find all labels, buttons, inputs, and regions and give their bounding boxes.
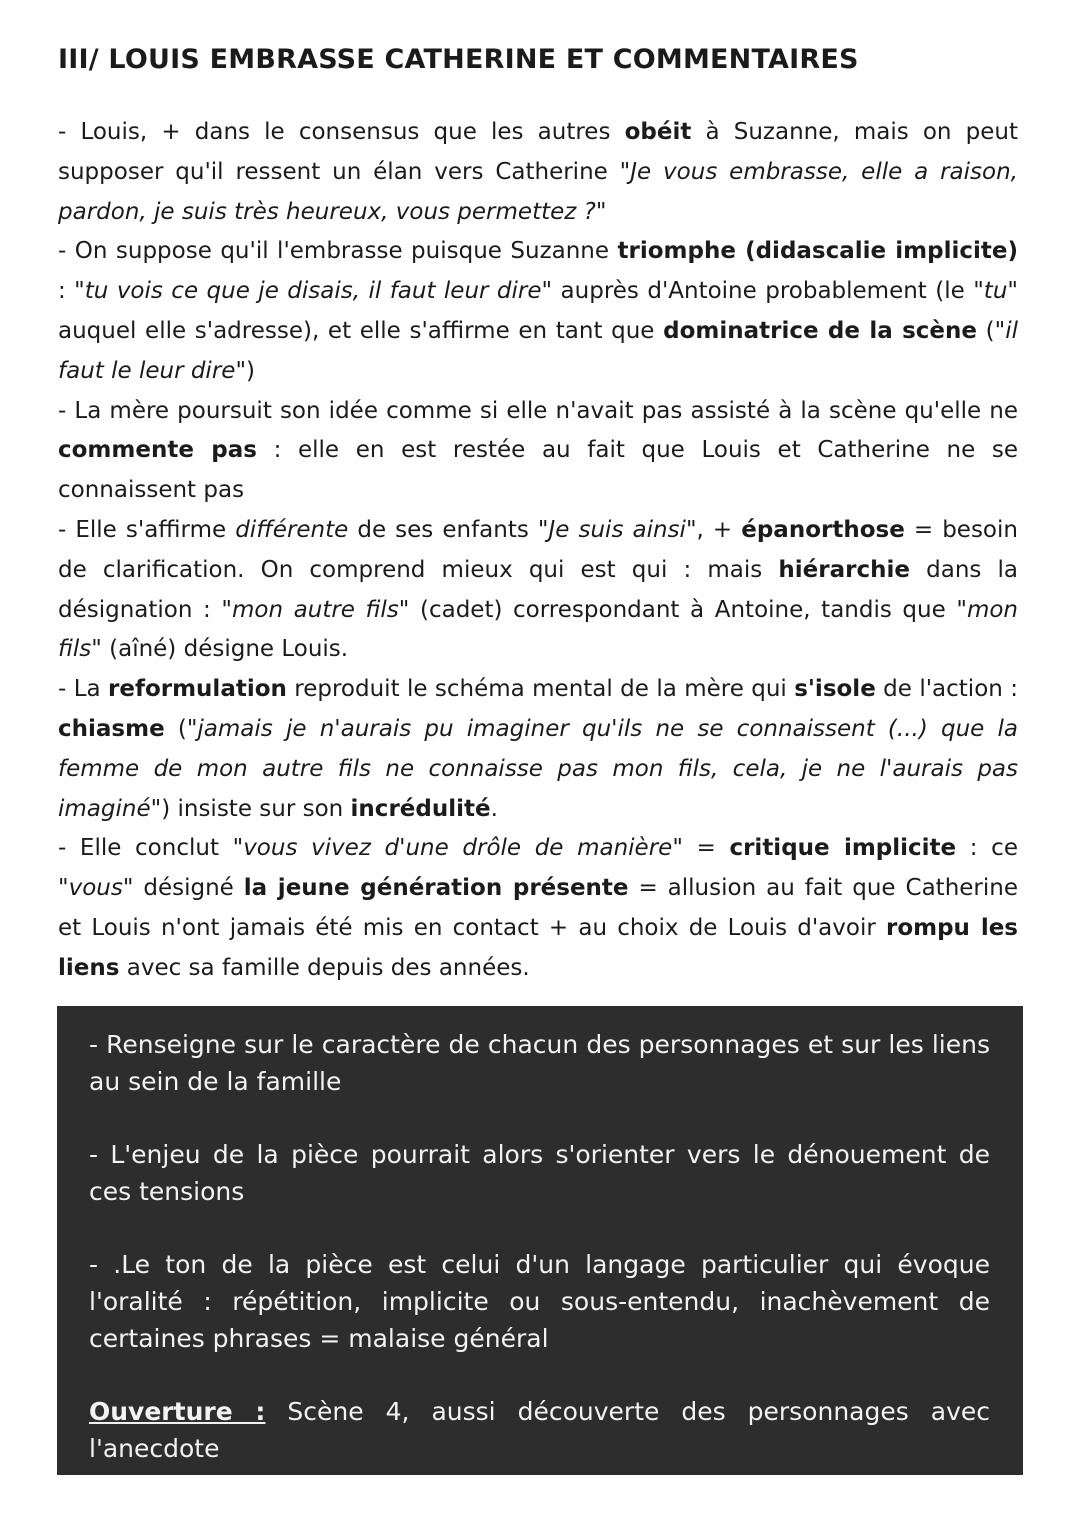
text-run: incrédulité [350, 795, 491, 822]
text-run: vous vivez d'une drôle de manière [243, 835, 673, 862]
text-run: - Elle conclut " [58, 835, 244, 862]
ouverture-label: Ouverture : [89, 1397, 266, 1426]
text-run: commente pas [58, 437, 257, 464]
summary-box [57, 1006, 1023, 1475]
text-run: triomphe (didascalie implicite) [617, 238, 1018, 265]
text-run: rompu les liens [58, 914, 1018, 981]
text-run: épanorthose [741, 516, 905, 543]
text-run: reformulation [108, 676, 287, 703]
text-run: " (aîné) désigne Louis. [91, 636, 349, 663]
commentary-body [58, 113, 1018, 989]
text-run: Je suis ainsi [548, 516, 686, 543]
text-run: ") [235, 357, 255, 384]
text-run: - La mère poursuit son idée comme si elle n'avait pas assisté à la scène qu'elle ne [58, 397, 1018, 424]
ouverture-text: Scène 4, aussi découverte des personnages avec l'anecdote [89, 1397, 990, 1463]
text-run: tu vois ce que je disais, il faut leur dire [84, 278, 542, 305]
paragraph-4 [58, 511, 1018, 670]
text-run: de l'action : [875, 676, 1018, 703]
text-run: - Louis, + dans le consensus que les autres [58, 119, 625, 145]
text-run: - Elle s'affirme [58, 516, 236, 543]
text-run: jamais je n'aurais pu imaginer qu'ils ne se connaissent (...) que la femme de mon autre fils ne connaisse pas mon fils, cela, je ne l'aurais pas imaginé [58, 715, 1018, 822]
text-run: s'isole [794, 676, 876, 703]
paragraph-2 [58, 232, 1018, 391]
text-run: = besoin de clarification. On comprend mieux qui est qui : mais [58, 516, 1018, 583]
text-run: (" [977, 317, 1006, 344]
text-run: ", + [685, 516, 742, 543]
text-run: : ce " [58, 835, 1018, 902]
text-run: vous [68, 875, 123, 902]
text-run: mon autre fils [232, 596, 399, 623]
text-run: critique implicite [729, 835, 957, 862]
text-run: Je vous embrasse, elle a raison, pardon, je suis très heureux, vous permettez ? [58, 158, 1018, 225]
text-run: - La [58, 676, 108, 703]
text-run: " auprès d'Antoine probablement (le " [541, 278, 984, 305]
paragraph-6 [58, 829, 1018, 988]
summary-item-2: - L'enjeu de la pièce pourrait alors s'orienter vers le dénouement de ces tensions [89, 1140, 990, 1206]
text-run: : elle en est restée au fait que Louis et Catherine ne se connaissent pas [58, 437, 1018, 504]
text-run: avec sa famille depuis des années. [119, 954, 530, 981]
text-run: reproduit le schéma mental de la mère qui [286, 676, 795, 703]
text-run: obéit [624, 119, 692, 145]
summary-item-3: - .Le ton de la pièce est celui d'un langage particulier qui évoque l'oralité : répétition, implicite ou sous-entendu, inachèvement de certaines phrases = malaise général [89, 1250, 990, 1353]
text-run: " = [672, 835, 730, 862]
text-run: de ses enfants " [348, 516, 549, 543]
text-run: dominatrice de la scène [663, 317, 977, 344]
text-run: il faut le leur dire [58, 317, 1018, 384]
text-run: . [490, 795, 498, 822]
text-run: - On suppose qu'il l'embrasse puisque Suzanne [58, 238, 618, 265]
text-run: ") insiste sur son [150, 795, 351, 822]
paragraph-3 [58, 392, 1018, 511]
text-run: la jeune génération présente [243, 875, 629, 902]
paragraph-1 [58, 113, 1018, 232]
text-run: mon fils [58, 596, 1019, 663]
summary-item-1: - Renseigne sur le caractère de chacun des personnages et sur les liens au sein de la famille [89, 1030, 990, 1096]
text-run: à Suzanne, mais on peut supposer qu'il ressent un élan vers Catherine " [58, 119, 1018, 185]
text-run: " (cadet) correspondant à Antoine, tandis que " [398, 596, 967, 623]
section-title: III/ LOUIS EMBRASSE CATHERINE ET COMMENTAIRES [58, 44, 859, 75]
text-run: " désigné [122, 875, 244, 902]
text-run: dans la désignation : " [58, 556, 1018, 623]
text-run: " [595, 198, 607, 225]
text-run: tu [983, 278, 1008, 305]
paragraph-5 [58, 670, 1018, 829]
text-run: " auquel elle s'adresse), et elle s'affirme en tant que [58, 278, 1018, 344]
text-run: (" [164, 715, 198, 742]
document-page [58, 40, 1024, 989]
text-run: hiérarchie [778, 556, 910, 583]
text-run: différente [235, 516, 349, 543]
text-run: chiasme [58, 715, 165, 742]
ouverture [89, 1393, 990, 1467]
text-run: : " [58, 278, 85, 305]
text-run: = allusion au fait que Catherine et Louis n'ont jamais été mis en contact + au choix de Louis d'avoir [58, 875, 1018, 941]
